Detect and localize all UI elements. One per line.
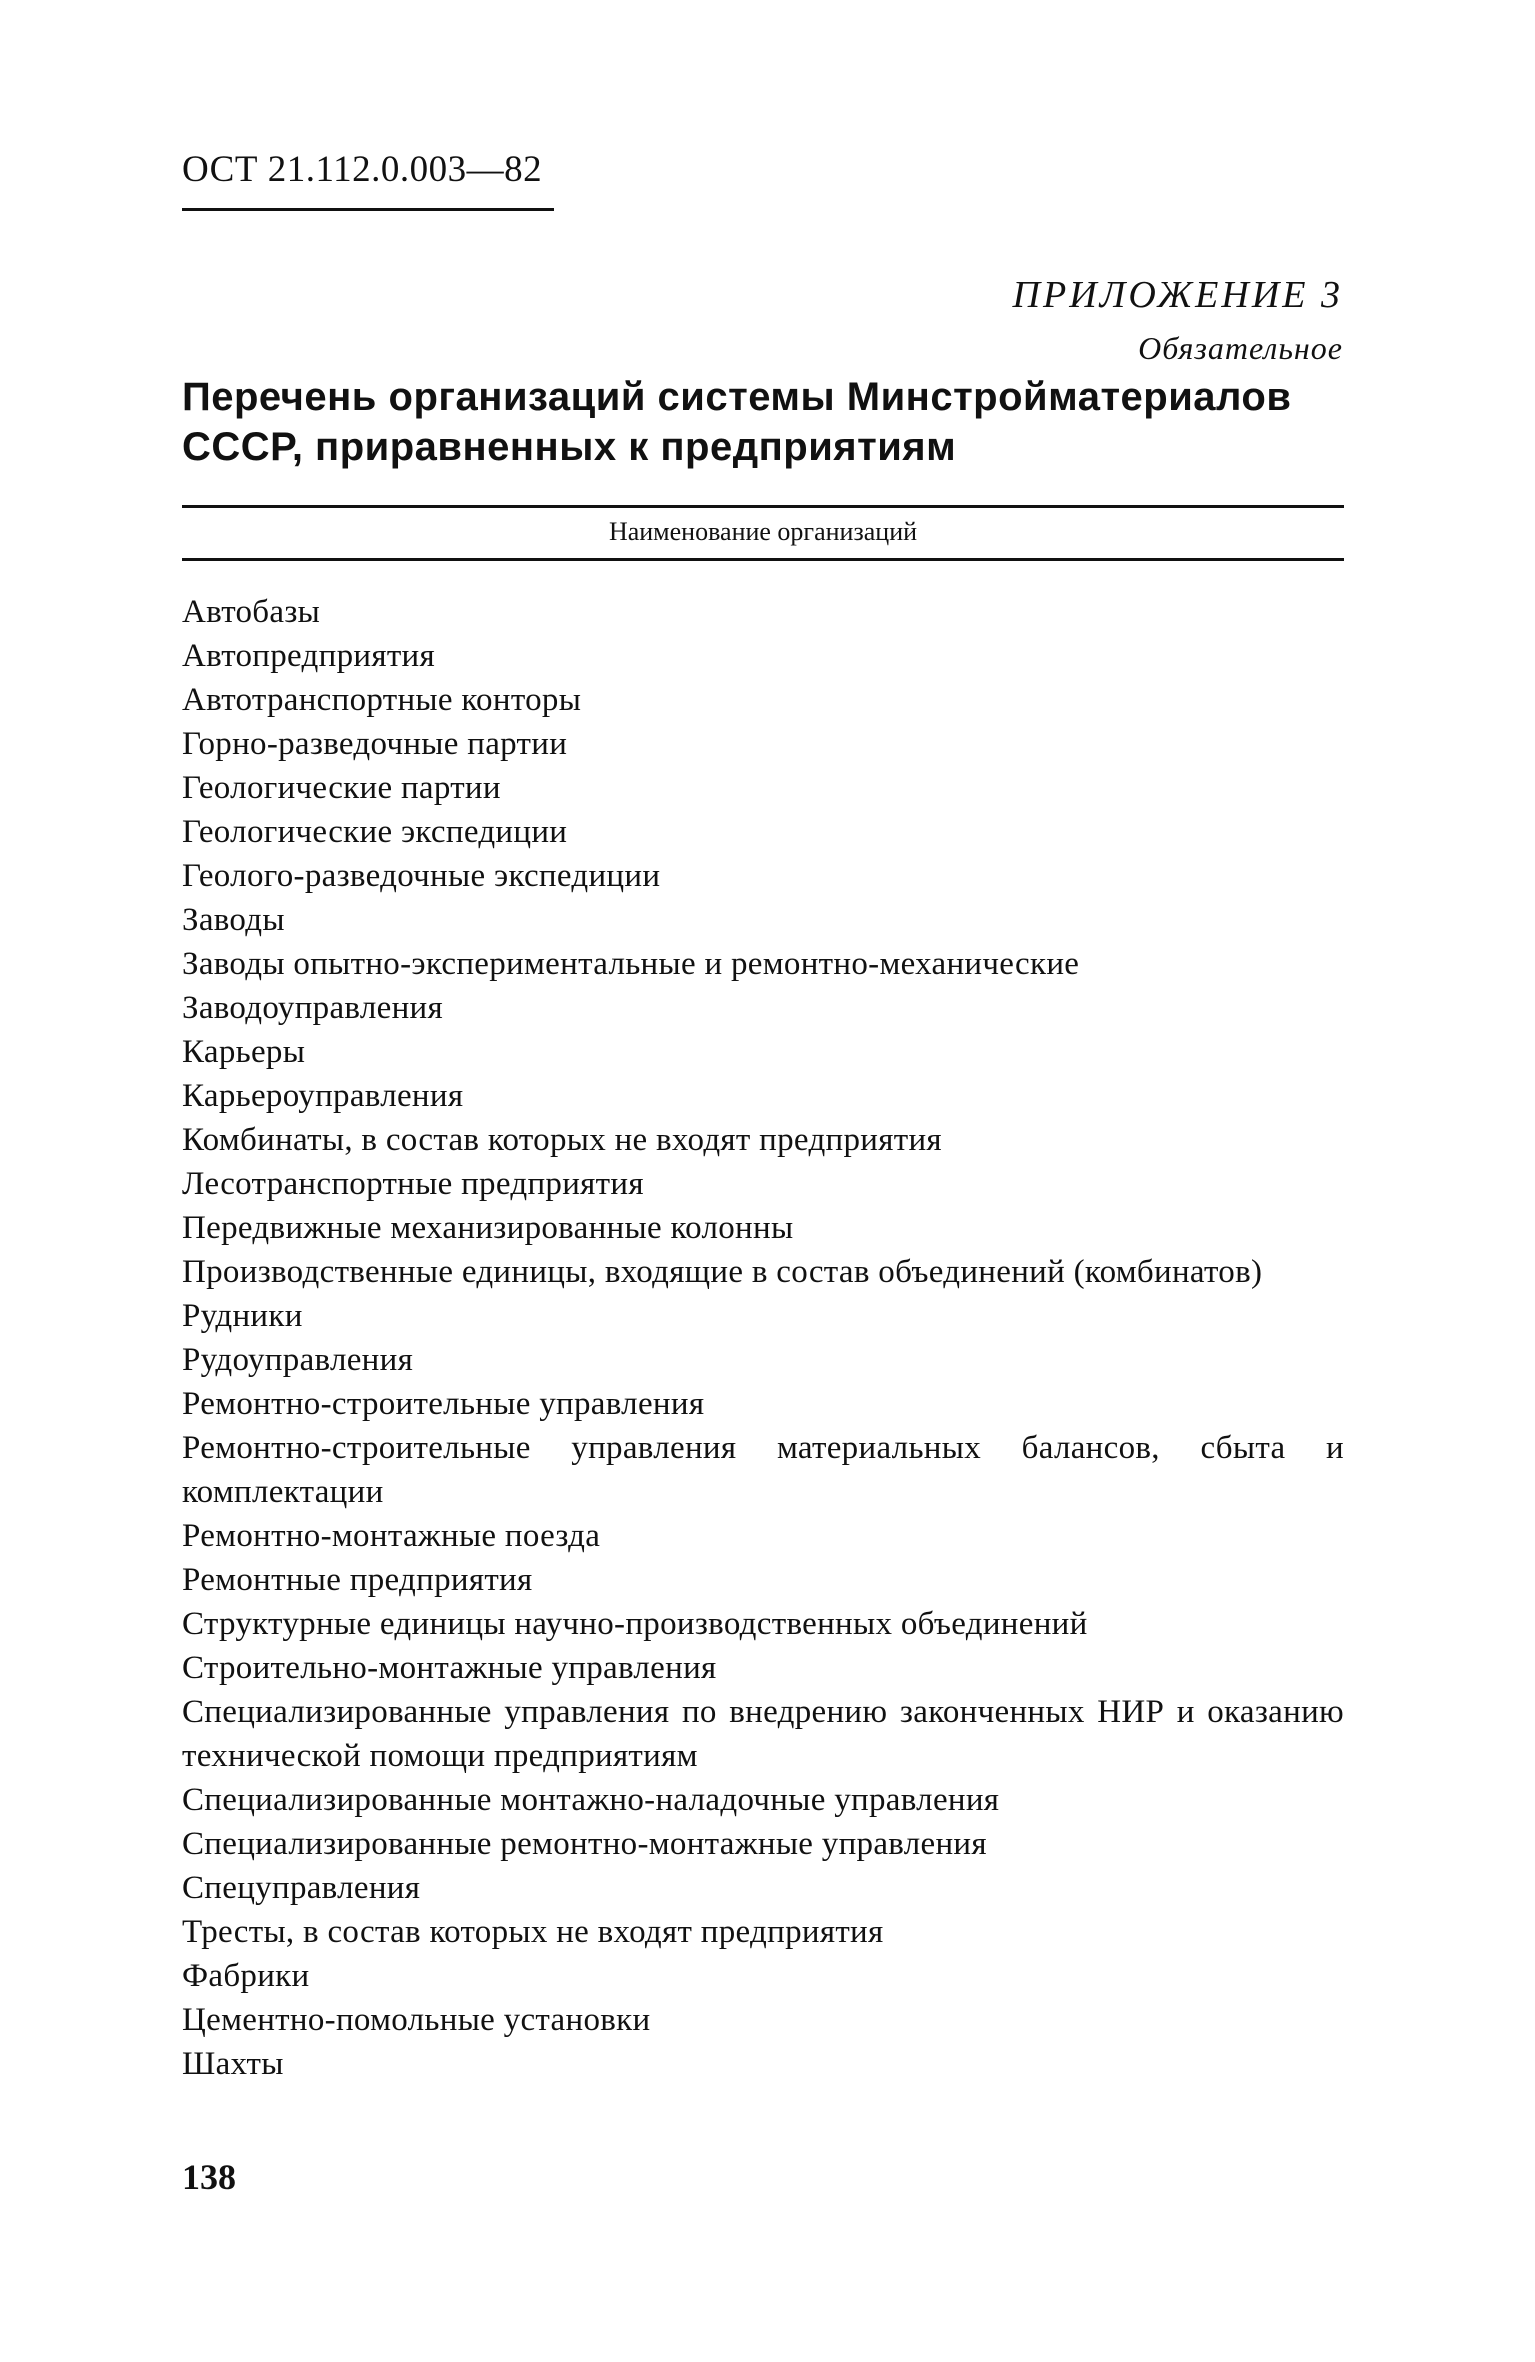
standard-code-underline	[182, 208, 554, 211]
organization-row: Специализированные управления по внедрению законченных НИР и оказанию технической помощи предприятиям	[182, 1694, 1344, 1774]
organization-row: Карьеры	[182, 1034, 306, 1070]
organization-row: Заводы опытно-экспериментальные и ремонтно-механические	[182, 946, 1080, 982]
organization-row: Фабрики	[182, 1958, 310, 1994]
organization-row: Заводоуправления	[182, 990, 443, 1026]
organization-row: Ремонтные предприятия	[182, 1562, 533, 1598]
organization-row: Передвижные механизированные колонны	[182, 1210, 794, 1246]
organization-row: Ремонтно-монтажные поезда	[182, 1518, 601, 1554]
organization-row: Горно-разведочные партии	[182, 726, 568, 762]
organization-row: Производственные единицы, входящие в состав объединений (комбинатов)	[182, 1254, 1263, 1290]
organization-row: Цементно-помольные установки	[182, 2002, 651, 2038]
organization-row: Геологические партии	[182, 770, 501, 806]
organization-row: Специализированные ремонтно-монтажные управления	[182, 1826, 987, 1862]
organization-row: Лесотранспортные предприятия	[182, 1166, 644, 1202]
organization-row: Заводы	[182, 902, 285, 938]
table-column-header: Наименование организаций	[608, 517, 918, 546]
organization-row: Структурные единицы научно-производственных объединений	[182, 1606, 1088, 1642]
organization-row: Комбинаты, в состав которых не входят предприятия	[182, 1122, 942, 1158]
organization-row: Ремонтно-строительные управления	[182, 1386, 705, 1422]
document-title: Перечень организаций системы Минстройматериалов СССР, приравненных к предприятиям	[182, 375, 1292, 469]
organization-row: Тресты, в состав которых не входят предприятия	[182, 1914, 884, 1950]
organization-row: Автобазы	[182, 594, 321, 630]
organization-row: Автотранспортные конторы	[182, 682, 582, 718]
organization-row: Специализированные монтажно-наладочные управления	[182, 1782, 1000, 1818]
organization-row: Ремонтно-строительные управления материальных балансов, сбыта и комплектации	[182, 1430, 1344, 1510]
appendix-block	[1013, 270, 1343, 376]
organization-row: Строительно-монтажные управления	[182, 1650, 717, 1686]
organization-row: Карьероуправления	[182, 1078, 464, 1114]
organization-row: Шахты	[182, 2046, 284, 2082]
standard-code: ОСТ 21.112.0.003—82	[182, 149, 543, 190]
appendix-status: Обязательное	[1138, 330, 1343, 366]
appendix-label: ПРИЛОЖЕНИЕ 3	[1012, 274, 1343, 316]
organization-row: Геологические экспедиции	[182, 814, 568, 850]
organization-list	[182, 590, 1344, 2086]
organization-row: Спецуправления	[182, 1870, 421, 1906]
page-number: 138	[182, 2157, 236, 2197]
table-header-rule	[182, 558, 1344, 561]
organization-row: Рудоуправления	[182, 1342, 414, 1378]
organization-row: Рудники	[182, 1298, 303, 1334]
organization-row: Геолого-разведочные экспедиции	[182, 858, 661, 894]
table-top-rule	[182, 505, 1344, 508]
organization-row: Автопредприятия	[182, 638, 435, 674]
